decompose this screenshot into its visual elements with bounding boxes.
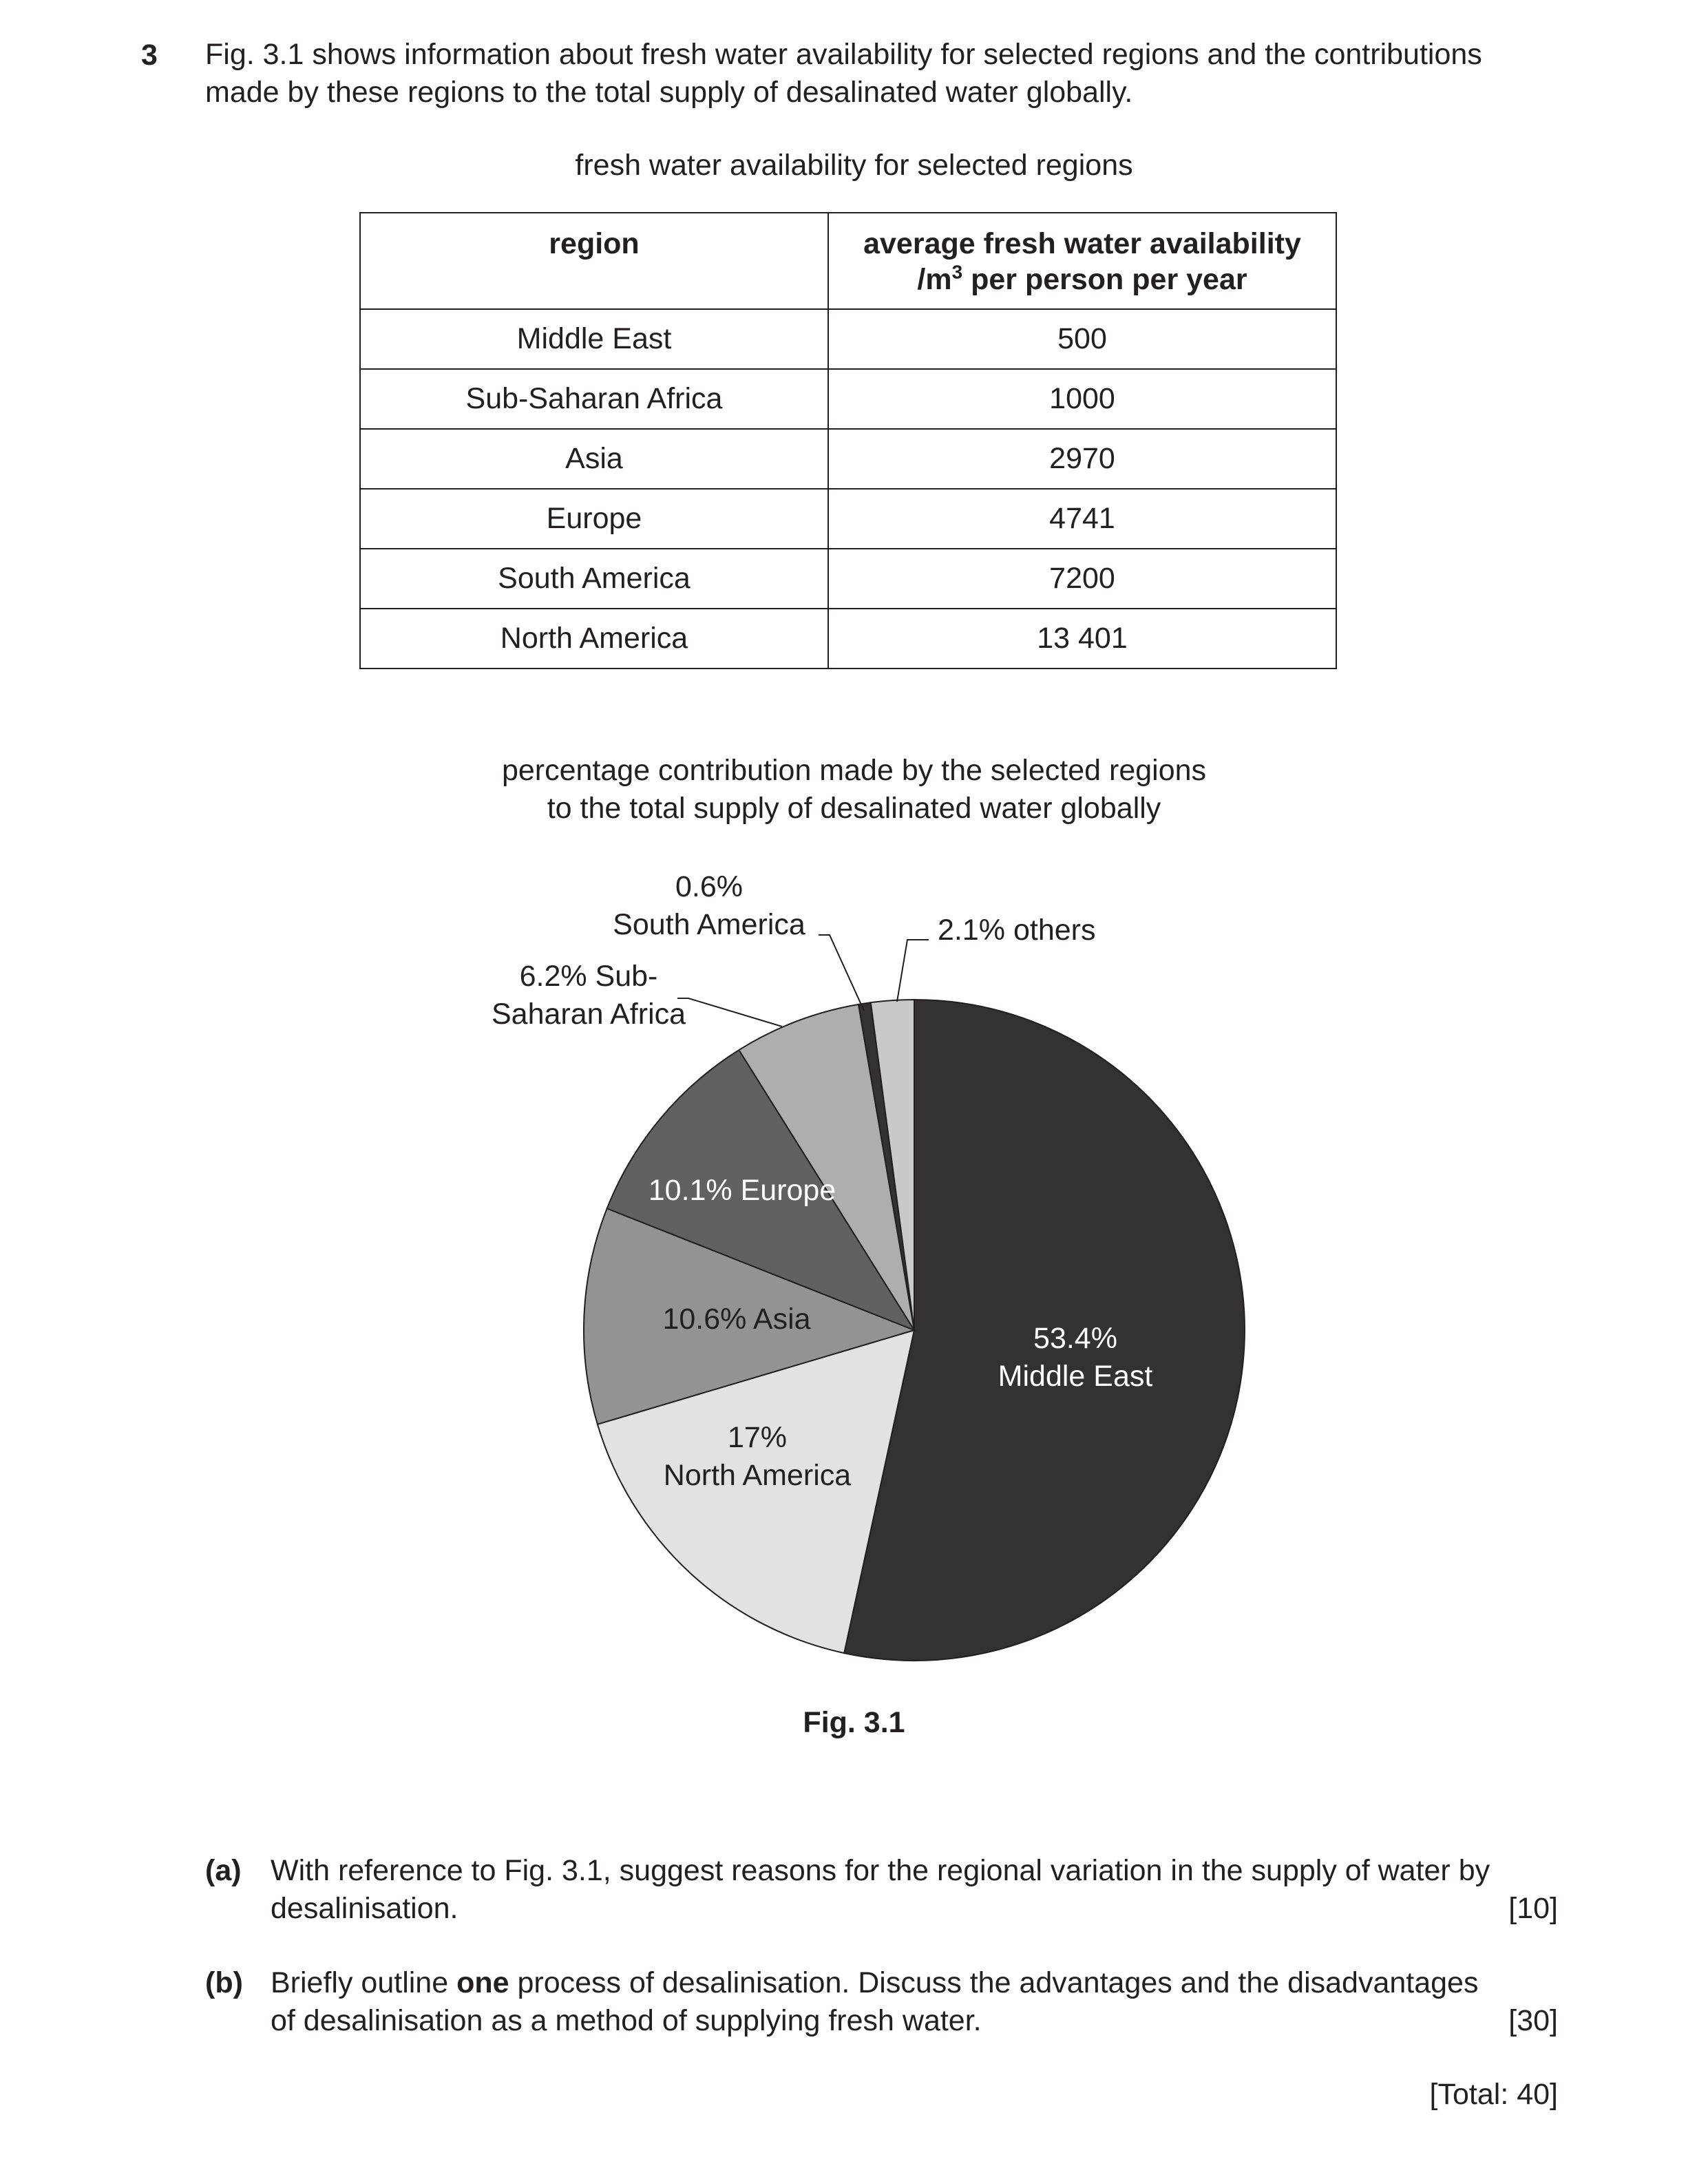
leader-line	[677, 998, 782, 1027]
figure-label: Fig. 3.1	[803, 1706, 905, 1739]
cell-region: Sub-Saharan Africa	[360, 369, 828, 429]
slice-label: 10.6% Asia	[662, 1303, 811, 1336]
header-unit-prefix: /m	[917, 263, 952, 296]
pie-caption-line2: to the total supply of desalinated water globally	[547, 792, 1161, 825]
cell-region: South America	[360, 549, 828, 609]
header-unit-suffix: per person per year	[962, 263, 1247, 296]
leader-line	[897, 940, 929, 1002]
table-caption: fresh water availability for selected regions	[575, 149, 1133, 182]
cell-value: 500	[828, 309, 1336, 369]
header-unit-sup: 3	[951, 261, 963, 283]
pie-caption-line1: percentage contribution made by the selected regions	[501, 754, 1207, 787]
slice-label: 53.4% Middle East	[998, 1322, 1153, 1393]
part-a-label: (a)	[205, 1854, 242, 1887]
cell-region: Middle East	[360, 309, 828, 369]
header-availability-line1: average fresh water availability	[863, 227, 1301, 260]
part-b-text	[271, 1964, 1558, 2040]
cell-value: 1000	[828, 369, 1336, 429]
part-b-line1-pre: Briefly outline	[271, 1966, 457, 1999]
cell-value: 2970	[828, 429, 1336, 489]
part-b-line1	[271, 1964, 1558, 2002]
part-b-line2: of desalinisation as a method of supplying fresh water.	[271, 2004, 982, 2037]
cell-value: 4741	[828, 489, 1336, 549]
slice-label: 10.1% Europe	[648, 1174, 836, 1207]
intro-line-1: Fig. 3.1 shows information about fresh water availability for selected regions and the contributions	[205, 38, 1482, 71]
part-b-label: (b)	[205, 1966, 243, 1999]
part-a-marks: [10]	[1508, 1892, 1558, 1925]
cell-region: North America	[360, 609, 828, 669]
part-b-marks: [30]	[1508, 2004, 1558, 2037]
cell-value: 13 401	[828, 609, 1336, 669]
part-b-line1-post: process of desalinisation. Discuss the advantages and the disadvantages	[509, 1966, 1479, 1999]
header-region: region	[360, 213, 828, 309]
question-number: 3	[141, 39, 158, 72]
intro-line-2: made by these regions to the total supply of desalinated water globally.	[205, 76, 1133, 109]
slice-label: 6.2% Sub-Saharan Africa	[491, 960, 686, 1031]
leader-line	[819, 935, 864, 1011]
slice-label: 0.6% South America	[613, 870, 805, 941]
part-a-line1: With reference to Fig. 3.1, suggest reasons for the regional variation in the supply of water by	[271, 1854, 1490, 1887]
slice-label: 17% North America	[663, 1421, 852, 1492]
cell-value: 7200	[828, 549, 1336, 609]
part-b-emphasis: one	[456, 1966, 509, 1999]
total-marks: [Total: 40]	[1429, 2078, 1558, 2111]
cell-region: Asia	[360, 429, 828, 489]
part-a-text	[271, 1852, 1558, 1928]
cell-region: Europe	[360, 489, 828, 549]
slice-label: 2.1% others	[938, 914, 1096, 947]
part-a-line2: desalinisation.	[271, 1892, 458, 1925]
